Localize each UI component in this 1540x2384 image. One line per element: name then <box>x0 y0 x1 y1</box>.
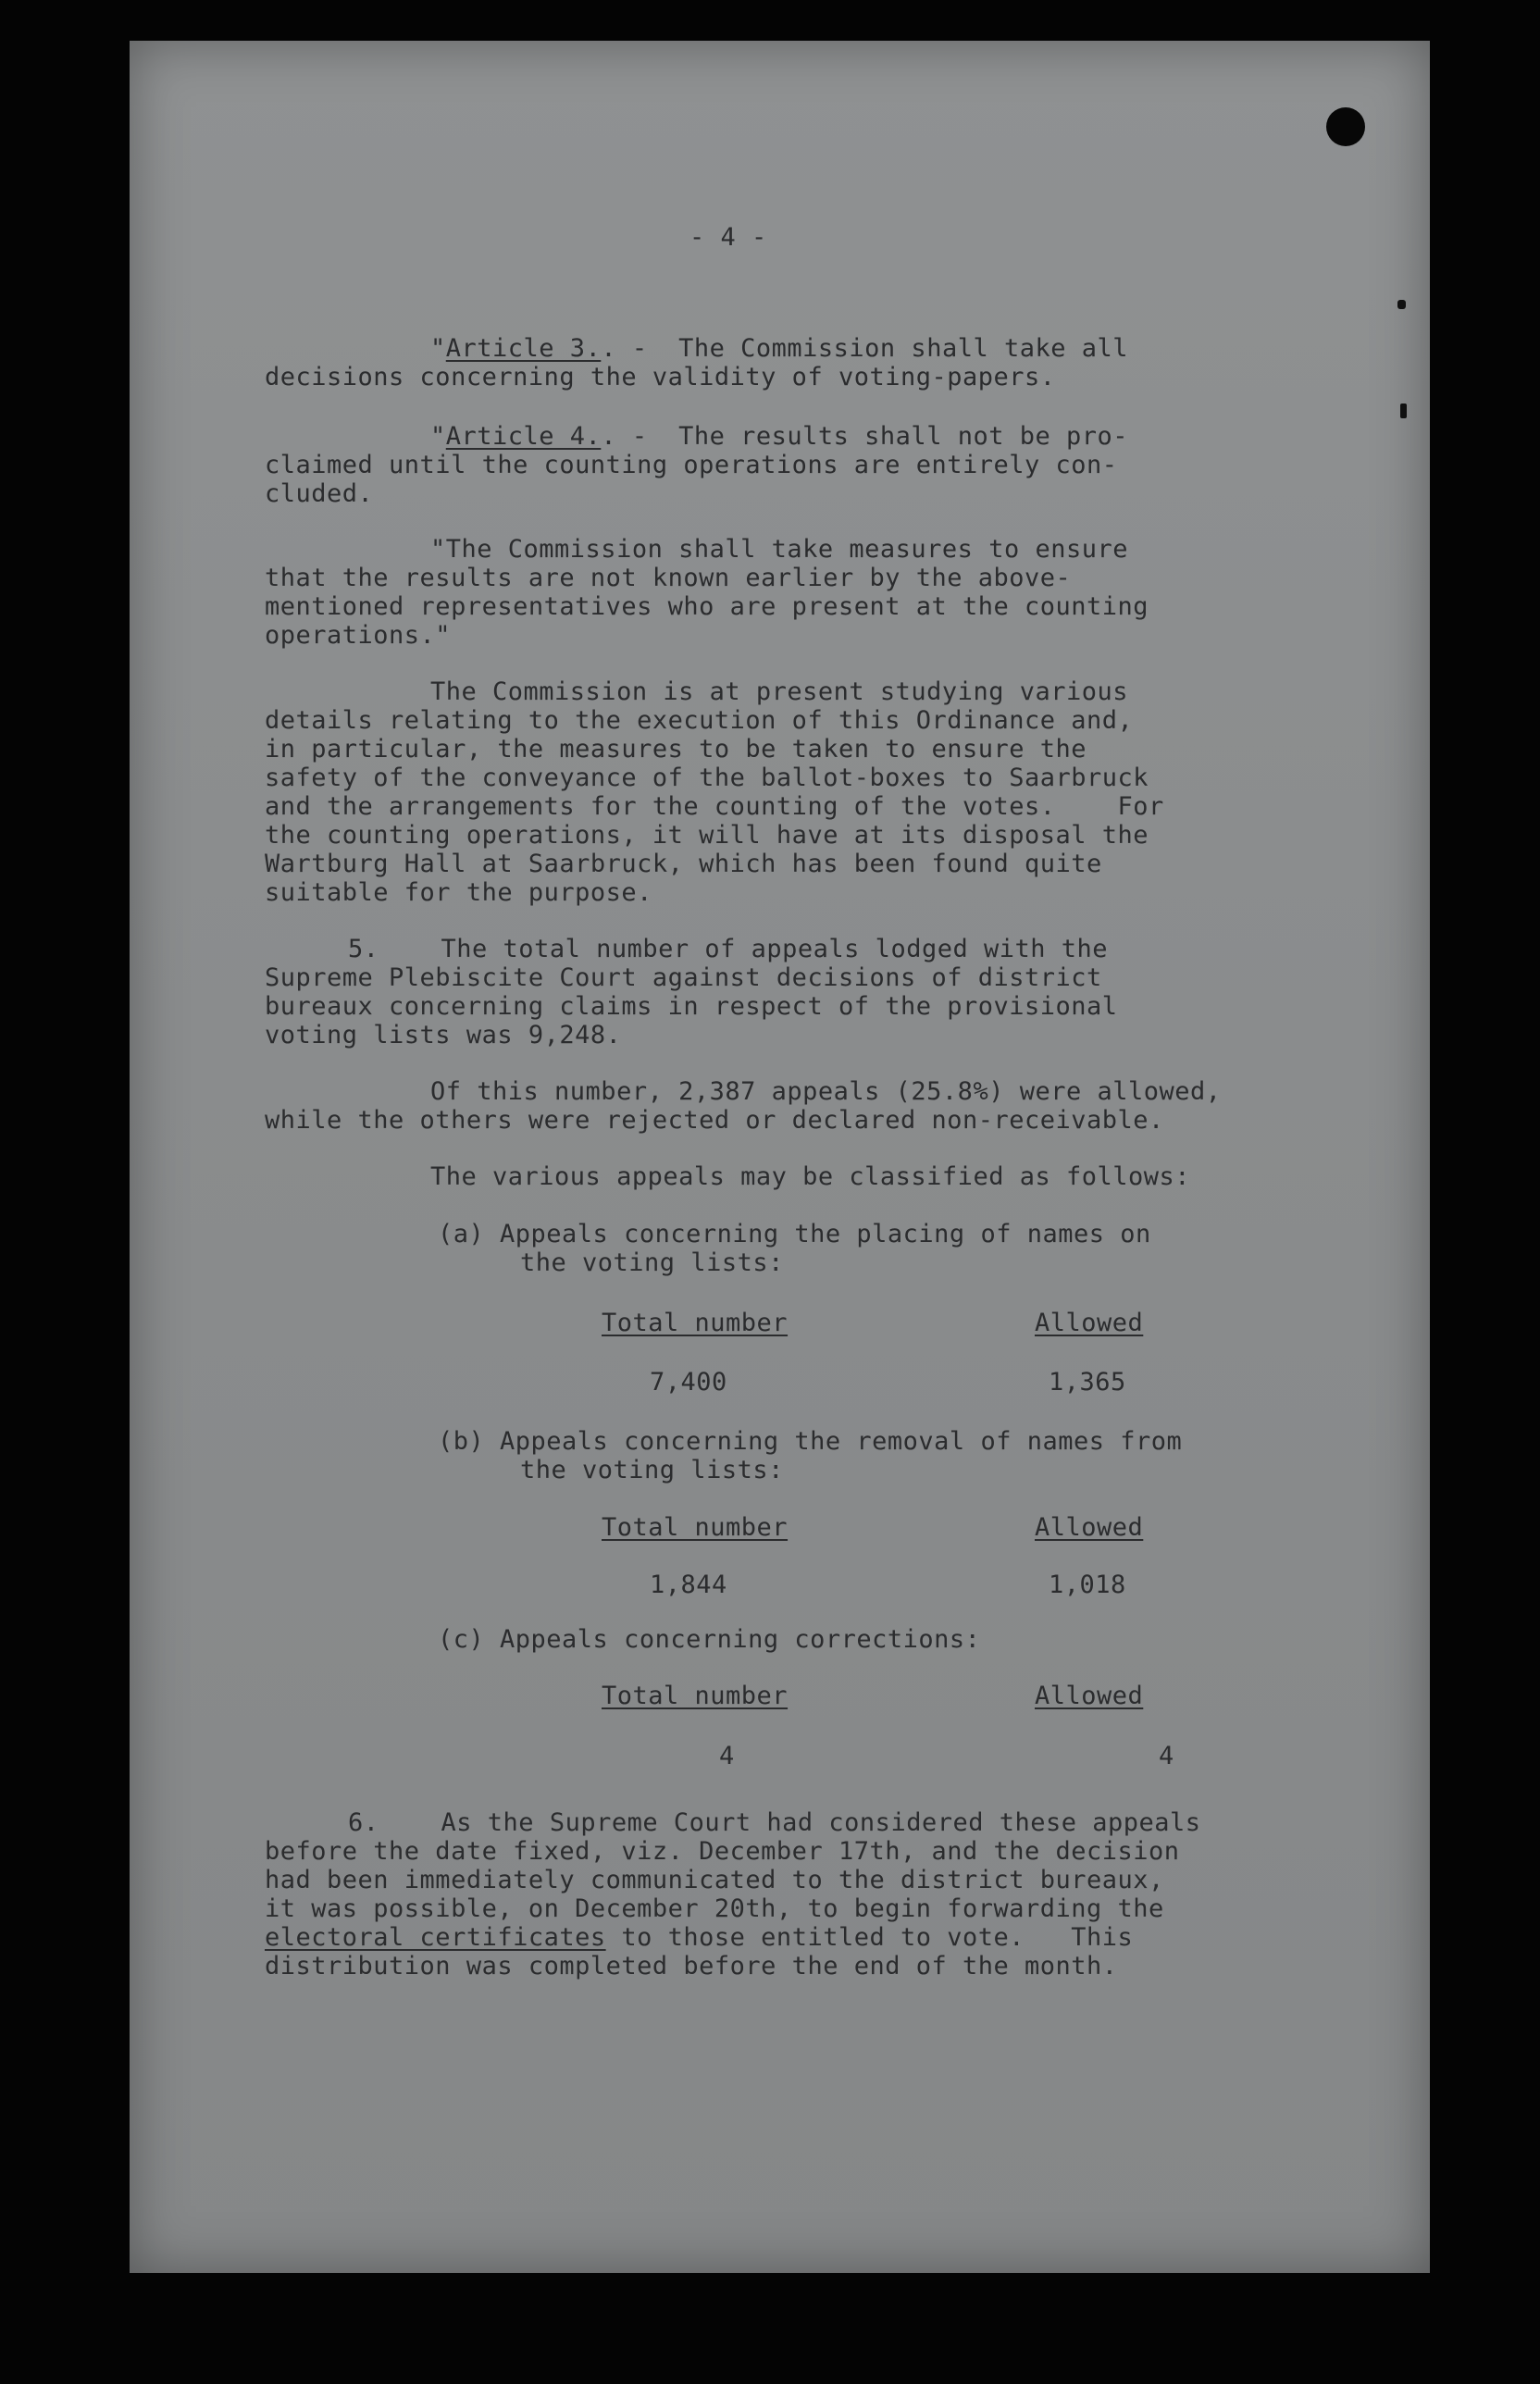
paragraph-line: mentioned representatives who are present at the counting <box>265 592 1149 621</box>
paragraph-line: the counting operations, it will have at its disposal the <box>265 821 1149 850</box>
paragraph-line: Wartburg Hall at Saarbruck, which has been found quite <box>265 850 1102 878</box>
paragraph-6-line: before the date fixed, viz. December 17th, and the decision <box>265 1837 1180 1866</box>
paragraph-line: safety of the conveyance of the ballot-boxes to Saarbruck <box>265 764 1149 792</box>
section-a-line-1: (a) Appeals concerning the placing of names on <box>438 1220 1151 1248</box>
section-a-allowed-value: 1,365 <box>1049 1368 1126 1397</box>
paragraph-6-line <box>265 1923 1133 1952</box>
article3-line-1: "Article 3.. - The Commission shall take all <box>430 334 1129 363</box>
classified-line: The various appeals may be classified as follows: <box>430 1162 1191 1191</box>
paragraph-line: that the results are not known earlier by the above- <box>265 564 1072 592</box>
paragraph-6-line-rest: to those entitled to vote. This <box>605 1923 1134 1952</box>
section-c-allowed-header: Allowed <box>1035 1682 1144 1710</box>
allowed-paragraph-line: Of this number, 2,387 appeals (25.8%) were allowed, <box>430 1077 1222 1106</box>
paragraph-5-line: 5. The total number of appeals lodged with the <box>348 935 1109 963</box>
article4-line-3: cluded. <box>265 479 374 508</box>
margin-speck <box>1400 404 1407 418</box>
paragraph-line: and the arrangements for the counting of the votes. For <box>265 792 1164 821</box>
article3-text: . - The Commission shall take all <box>601 334 1129 363</box>
section-c-line-1: (c) Appeals concerning corrections: <box>438 1625 981 1654</box>
section-b-line-1: (b) Appeals concerning the removal of names from <box>438 1427 1183 1456</box>
article4-text: . - The results shall not be pro- <box>601 422 1129 451</box>
section-b-line-2: the voting lists: <box>520 1456 784 1484</box>
section-c-total-header: Total number <box>602 1682 789 1710</box>
article4-line-1: "Article 4.. - The results shall not be pro- <box>430 422 1129 451</box>
section-b-allowed-value: 1,018 <box>1049 1571 1126 1599</box>
paragraph-5-line: voting lists was 9,248. <box>265 1021 622 1049</box>
section-a-allowed-header: Allowed <box>1035 1309 1144 1337</box>
section-b-total-header: Total number <box>602 1513 789 1542</box>
paragraph-5-line: Supreme Plebiscite Court against decisions of district <box>265 963 1102 992</box>
article3-heading: Article 3. <box>445 334 602 363</box>
section-a-line-2: the voting lists: <box>520 1248 784 1277</box>
allowed-paragraph-line: while the others were rejected or declared non-receivable. <box>265 1106 1164 1135</box>
paragraph-line: suitable for the purpose. <box>265 878 652 907</box>
paragraph-line: details relating to the execution of this Ordinance and, <box>265 706 1134 735</box>
section-b-total-value: 1,844 <box>650 1571 727 1599</box>
paragraph-6-line: it was possible, on December 20th, to begin forwarding the <box>265 1894 1164 1923</box>
paragraph-line: in particular, the measures to be taken to ensure the <box>265 735 1087 764</box>
article3-line-2: decisions concerning the validity of voting-papers. <box>265 363 1056 391</box>
section-a-total-value: 7,400 <box>650 1368 727 1397</box>
punch-hole <box>1326 107 1365 146</box>
paragraph-6-line: 6. As the Supreme Court had considered these appeals <box>348 1808 1201 1837</box>
paragraph-5-line: bureaux concerning claims in respect of the provisional <box>265 992 1118 1021</box>
paragraph-6-line: distribution was completed before the end of the month. <box>265 1952 1118 1980</box>
paragraph-line: "The Commission shall take measures to ensure <box>430 535 1128 564</box>
section-a-total-header: Total number <box>602 1309 789 1337</box>
article4-line-2: claimed until the counting operations are entirely con- <box>265 451 1118 479</box>
section-b-allowed-header: Allowed <box>1035 1513 1144 1542</box>
margin-speck <box>1397 300 1406 309</box>
document-sheet <box>130 41 1430 2273</box>
paragraph-line: The Commission is at present studying various <box>430 677 1128 706</box>
electoral-certificates-underlined: electoral certificates <box>265 1923 606 1952</box>
paragraph-line: operations." <box>265 621 452 650</box>
paragraph-6-line: had been immediately communicated to the district bureaux, <box>265 1866 1164 1894</box>
article4-heading: Article 4. <box>445 422 602 451</box>
section-c-allowed-value: 4 <box>1159 1742 1174 1770</box>
page-number: - 4 - <box>689 223 767 252</box>
section-c-total-value: 4 <box>719 1742 735 1770</box>
